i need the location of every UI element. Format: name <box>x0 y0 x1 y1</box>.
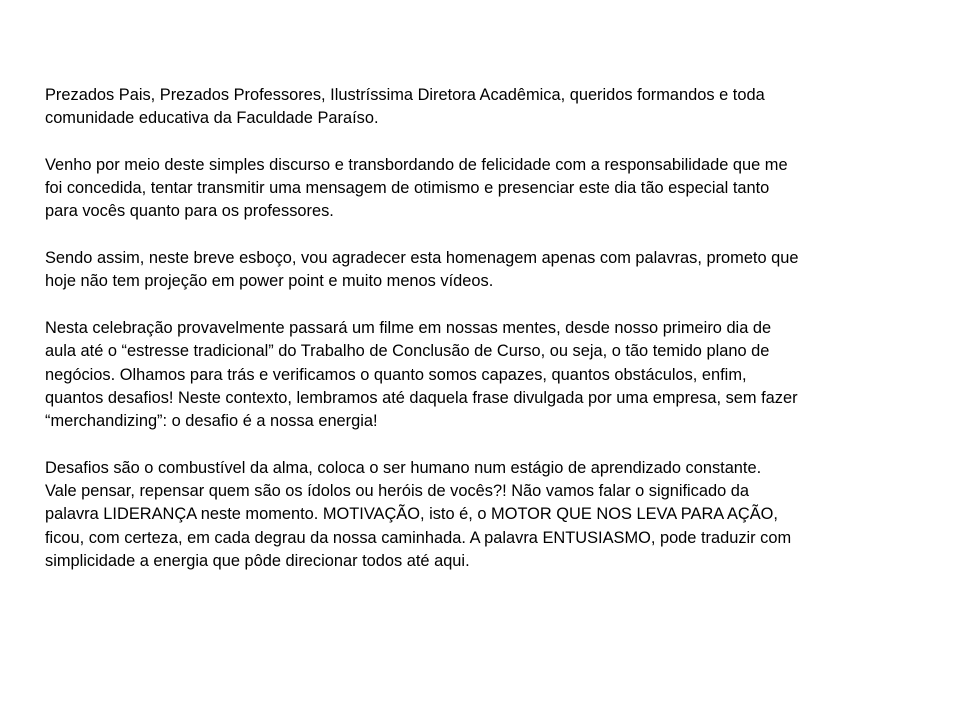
text-line: Desafios são o combustível da alma, coloca o ser humano num estágio de aprendizado constante. <box>45 458 762 477</box>
text-line: hoje não tem projeção em power point e muito menos vídeos. <box>45 272 494 291</box>
text-line: foi concedida, tentar transmitir uma mensagem de otimismo e presenciar este dia tão especial tanto <box>45 179 770 198</box>
paragraph-introduction <box>45 154 913 224</box>
paragraph-celebration <box>45 317 913 433</box>
text-line: Nesta celebração provavelmente passará um filme em nossas mentes, desde nosso primeiro dia de <box>45 318 772 337</box>
speech-document <box>45 84 913 597</box>
paragraph-thanks <box>45 247 913 294</box>
text-line: aula até o “estresse tradicional” do Trabalho de Conclusão de Curso, ou seja, o tão temido plano de <box>45 342 770 361</box>
text-line: para vocês quanto para os professores. <box>45 202 334 221</box>
text-line: simplicidade a energia que pôde direcionar todos até aqui. <box>45 551 470 570</box>
text-line: comunidade educativa da Faculdade Paraíso. <box>45 109 379 128</box>
paragraph-challenges <box>45 457 913 573</box>
text-line: palavra LIDERANÇA neste momento. MOTIVAÇÃO, isto é, o MOTOR QUE NOS LEVA PARA AÇÃO, <box>45 505 778 524</box>
text-line: negócios. Olhamos para trás e verificamos o quanto somos capazes, quantos obstáculos, enfim, <box>45 365 747 384</box>
text-line: quantos desafios! Neste contexto, lembramos até daquela frase divulgada por uma empresa, sem fazer <box>45 388 798 407</box>
paragraph-greeting <box>45 84 913 131</box>
text-line: Venho por meio deste simples discurso e transbordando de felicidade com a responsabilidade que me <box>45 155 788 174</box>
text-line: Sendo assim, neste breve esboço, vou agradecer esta homenagem apenas com palavras, prometo que <box>45 249 799 268</box>
text-line: Vale pensar, repensar quem são os ídolos ou heróis de vocês?! Não vamos falar o significado da <box>45 482 749 501</box>
text-line: Prezados Pais, Prezados Professores, Ilustríssima Diretora Acadêmica, queridos formandos e toda <box>45 86 765 104</box>
text-line: “merchandizing”: o desafio é a nossa energia! <box>45 412 378 431</box>
text-line: ficou, com certeza, em cada degrau da nossa caminhada. A palavra ENTUSIASMO, pode traduzir com <box>45 528 792 547</box>
